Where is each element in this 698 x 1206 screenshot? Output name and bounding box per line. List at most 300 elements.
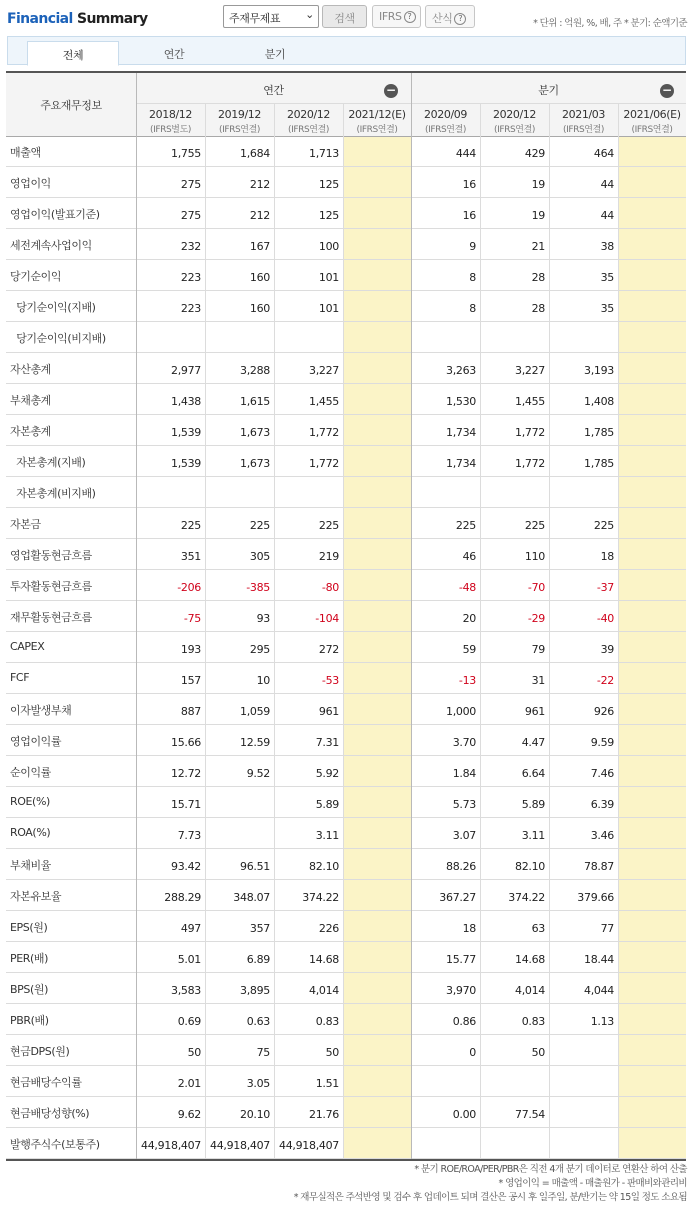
row-label: 자본금 — [10, 518, 41, 531]
table-cell: 110 — [524, 550, 545, 563]
table-cell: 225 — [455, 519, 476, 532]
divider — [480, 103, 481, 1159]
table-cell: 100 — [318, 240, 339, 253]
footnote: * 영업이익 = 매출액 - 매출원가 - 판매비와관리비 — [498, 1178, 687, 1189]
divider — [6, 724, 686, 725]
table-cell: 15.77 — [446, 953, 476, 966]
table-cell: 28 — [531, 302, 545, 315]
row-label: EPS(원) — [10, 921, 48, 934]
row-label: 순이익률 — [10, 766, 51, 779]
table-cell: 1,000 — [446, 705, 476, 718]
row-label: 자본총계(비지배) — [10, 487, 96, 500]
divider — [343, 103, 344, 1159]
divider — [274, 103, 275, 1159]
collapse-quarter-icon[interactable]: − — [661, 83, 673, 97]
table-cell: 4,014 — [309, 984, 339, 997]
divider — [6, 1034, 686, 1035]
table-cell: 225 — [593, 519, 614, 532]
table-cell: 16 — [462, 178, 476, 191]
table-cell: 44 — [600, 209, 614, 222]
table-cell: 275 — [180, 178, 201, 191]
table-cell: 1,455 — [515, 395, 545, 408]
period-basis: (IFRS연결) — [218, 125, 260, 135]
divider — [6, 352, 686, 353]
table-cell: 1,455 — [309, 395, 339, 408]
footnote: * 분기 ROE/ROA/PER/PBR은 직전 4개 분기 데이터로 연환산 하여 산출 — [414, 1164, 687, 1175]
table-cell: 8 — [469, 271, 476, 284]
table-cell: -70 — [527, 581, 545, 594]
table-cell: 44,918,407 — [279, 1139, 339, 1152]
table-cell: 19 — [531, 178, 545, 191]
table-cell: -75 — [183, 612, 201, 625]
statement-type-select[interactable] — [223, 5, 319, 28]
period-tabs — [7, 36, 686, 65]
period-header — [136, 108, 205, 135]
table-cell: 0 — [469, 1046, 476, 1059]
divider — [6, 1003, 686, 1004]
table-cell: 93.42 — [171, 860, 201, 873]
divider — [6, 476, 686, 477]
table-cell: 429 — [524, 147, 545, 160]
row-header-label: 주요재무정보 — [40, 99, 102, 112]
period-label: 2019/12 — [218, 108, 261, 121]
table-cell: 4,044 — [584, 984, 614, 997]
table-cell: 82.10 — [515, 860, 545, 873]
row-label: 부채총계 — [10, 394, 51, 407]
table-cell: 275 — [180, 209, 201, 222]
table-cell: -37 — [596, 581, 614, 594]
table-cell: 12.72 — [171, 767, 201, 780]
table-cell: 96.51 — [240, 860, 270, 873]
divider — [618, 103, 619, 1159]
table-cell: 3.05 — [246, 1077, 270, 1090]
table-cell: 1.51 — [315, 1077, 339, 1090]
divider — [6, 600, 686, 601]
divider — [6, 1158, 686, 1159]
table-cell: 6.39 — [590, 798, 614, 811]
table-cell: 379.66 — [577, 891, 614, 904]
table-cell: 78.87 — [584, 860, 614, 873]
table-cell: 2.01 — [177, 1077, 201, 1090]
table-cell: 101 — [318, 302, 339, 315]
table-cell: 357 — [249, 922, 270, 935]
table-cell: 1,059 — [240, 705, 270, 718]
table-cell: 0.63 — [246, 1015, 270, 1028]
row-label: 이자발생부채 — [10, 704, 72, 717]
table-cell: 1.84 — [452, 767, 476, 780]
table-cell: 1,530 — [446, 395, 476, 408]
row-label: 현금배당수익률 — [10, 1076, 82, 1089]
table-cell: -48 — [458, 581, 476, 594]
formula-label: 산식 — [432, 12, 453, 25]
table-cell: 9 — [469, 240, 476, 253]
period-label: 2020/09 — [424, 108, 467, 121]
help-icon: ? — [404, 11, 416, 23]
table-cell: 16 — [462, 209, 476, 222]
period-label: 2018/12 — [149, 108, 192, 121]
divider — [6, 136, 686, 137]
table-cell: 77.54 — [515, 1108, 545, 1121]
table-cell: 232 — [180, 240, 201, 253]
divider — [6, 445, 686, 446]
period-header — [549, 108, 618, 135]
table-cell: 1,615 — [240, 395, 270, 408]
table-cell: 93 — [256, 612, 270, 625]
row-label: 영업이익 — [10, 177, 51, 190]
row-label: CAPEX — [10, 640, 45, 653]
table-cell: 20 — [462, 612, 476, 625]
period-basis: (IFRS연결) — [287, 125, 329, 135]
period-header — [205, 108, 274, 135]
divider — [6, 631, 686, 632]
period-label: 2020/12 — [493, 108, 536, 121]
table-cell: 14.68 — [309, 953, 339, 966]
table-cell: 15.66 — [171, 736, 201, 749]
row-label: 세전계속사업이익 — [10, 239, 92, 252]
divider — [6, 383, 686, 384]
table-cell: -385 — [246, 581, 270, 594]
table-cell: 1,772 — [515, 457, 545, 470]
group-quarter: 분기 — [538, 84, 559, 97]
search-button[interactable]: 검색 — [322, 5, 367, 28]
table-cell: 3,193 — [584, 364, 614, 377]
table-cell: 225 — [180, 519, 201, 532]
table-cell: 8 — [469, 302, 476, 315]
table-cell: 5.89 — [521, 798, 545, 811]
table-cell: 1,684 — [240, 147, 270, 160]
divider — [6, 290, 686, 291]
divider — [6, 941, 686, 942]
financial-summary-table — [6, 71, 686, 1161]
table-cell: 1,772 — [515, 426, 545, 439]
footnote: * 재무실적은 주석반영 및 검수 후 업데이트 되며 결산은 공시 후 일주일, 분/반기는 약 15일 정도 소요됨 — [293, 1192, 687, 1203]
group-annual: 연간 — [263, 84, 284, 97]
table-cell: 348.07 — [233, 891, 270, 904]
period-header — [274, 108, 343, 135]
period-header — [411, 108, 480, 135]
divider — [6, 1065, 686, 1066]
table-cell: 77 — [600, 922, 614, 935]
table-cell: 4.47 — [521, 736, 545, 749]
page-title — [7, 11, 147, 27]
table-cell: 1,673 — [240, 426, 270, 439]
table-cell: 1,539 — [171, 457, 201, 470]
table-cell: 1,713 — [309, 147, 339, 160]
row-label: ROE(%) — [10, 795, 50, 808]
table-cell: 464 — [593, 147, 614, 160]
table-cell: 21.76 — [309, 1108, 339, 1121]
table-cell: 193 — [180, 643, 201, 656]
table-cell: -22 — [596, 674, 614, 687]
divider — [6, 972, 686, 973]
table-cell: 3.07 — [452, 829, 476, 842]
table-cell: 5.01 — [177, 953, 201, 966]
row-label: BPS(원) — [10, 983, 48, 996]
table-cell: 63 — [531, 922, 545, 935]
row-label: 자본총계(지배) — [10, 456, 86, 469]
divider — [6, 879, 686, 880]
row-label: ROA(%) — [10, 826, 51, 839]
table-cell: 21 — [531, 240, 545, 253]
divider — [6, 507, 686, 508]
table-cell: 35 — [600, 302, 614, 315]
table-cell: 3,970 — [446, 984, 476, 997]
table-cell: 14.68 — [515, 953, 545, 966]
table-cell: 272 — [318, 643, 339, 656]
table-cell: 1,772 — [309, 426, 339, 439]
ifrs-help-button[interactable] — [372, 5, 421, 28]
table-cell: 3.11 — [521, 829, 545, 842]
table-cell: 288.29 — [164, 891, 201, 904]
table-cell: 18 — [600, 550, 614, 563]
table-cell: 5.89 — [315, 798, 339, 811]
title-part-financial: Financial — [7, 11, 73, 27]
table-cell: 18.44 — [584, 953, 614, 966]
table-cell: 50 — [325, 1046, 339, 1059]
table-cell: 295 — [249, 643, 270, 656]
table-cell: -80 — [321, 581, 339, 594]
table-cell: 305 — [249, 550, 270, 563]
row-label: 발행주식수(보통주) — [10, 1138, 100, 1151]
divider — [549, 103, 550, 1159]
table-cell: 1,408 — [584, 395, 614, 408]
divider — [6, 662, 686, 663]
row-label: PBR(배) — [10, 1014, 49, 1027]
table-cell: 3.70 — [452, 736, 476, 749]
period-basis: (IFRS연결) — [493, 125, 535, 135]
table-cell: 44,918,407 — [210, 1139, 270, 1152]
table-cell: 3,583 — [171, 984, 201, 997]
tab-all[interactable]: 전체 — [27, 41, 119, 66]
table-cell: 212 — [249, 178, 270, 191]
table-cell: 225 — [318, 519, 339, 532]
table-cell: 88.26 — [446, 860, 476, 873]
footnotes — [294, 1163, 687, 1205]
table-cell: 374.22 — [302, 891, 339, 904]
table-cell: 1,673 — [240, 457, 270, 470]
table-cell: 15.71 — [171, 798, 201, 811]
divider — [6, 1096, 686, 1097]
table-cell: 223 — [180, 302, 201, 315]
table-cell: 6.89 — [246, 953, 270, 966]
help-icon: ? — [454, 13, 466, 25]
table-cell: 1,772 — [309, 457, 339, 470]
period-basis: (IFRS연결) — [562, 125, 604, 135]
period-label: 2020/12 — [287, 108, 330, 121]
table-cell: 351 — [180, 550, 201, 563]
table-cell: 219 — [318, 550, 339, 563]
table-cell: 212 — [249, 209, 270, 222]
period-basis: (IFRS연결) — [424, 125, 466, 135]
row-label: 영업활동현금흐름 — [10, 549, 92, 562]
table-cell: 225 — [524, 519, 545, 532]
period-header — [480, 108, 549, 135]
table-cell: 28 — [531, 271, 545, 284]
table-cell: 125 — [318, 209, 339, 222]
row-label: PER(배) — [10, 952, 49, 965]
table-cell: 39 — [600, 643, 614, 656]
table-cell: 3,895 — [240, 984, 270, 997]
table-cell: 5.73 — [452, 798, 476, 811]
period-label: 2021/06(E) — [623, 108, 681, 121]
table-cell: 1.13 — [590, 1015, 614, 1028]
divider — [6, 848, 686, 849]
table-cell: 0.69 — [177, 1015, 201, 1028]
table-cell: 3,263 — [446, 364, 476, 377]
table-cell: 5.92 — [315, 767, 339, 780]
divider — [6, 693, 686, 694]
period-header — [343, 108, 411, 135]
table-cell: 9.59 — [590, 736, 614, 749]
table-cell: 79 — [531, 643, 545, 656]
table-cell: -104 — [315, 612, 339, 625]
table-cell: 1,539 — [171, 426, 201, 439]
row-label: 자산총계 — [10, 363, 51, 376]
divider — [6, 228, 686, 229]
row-label: 자본총계 — [10, 425, 51, 438]
table-cell: 160 — [249, 271, 270, 284]
divider — [6, 259, 686, 260]
row-label: 부채비율 — [10, 859, 51, 872]
table-cell: 157 — [180, 674, 201, 687]
period-basis: (IFRS별도) — [149, 125, 191, 135]
table-cell: -40 — [596, 612, 614, 625]
divider — [6, 414, 686, 415]
ifrs-label: IFRS — [379, 10, 402, 23]
table-cell: 7.73 — [177, 829, 201, 842]
divider — [6, 166, 686, 167]
table-cell: 31 — [531, 674, 545, 687]
row-label: 영업이익률 — [10, 735, 62, 748]
divider — [6, 321, 686, 322]
table-cell: 0.00 — [452, 1108, 476, 1121]
table-cell: 1,734 — [446, 426, 476, 439]
table-cell: 160 — [249, 302, 270, 315]
table-cell: 7.31 — [315, 736, 339, 749]
table-cell: 225 — [249, 519, 270, 532]
table-cell: 46 — [462, 550, 476, 563]
table-cell: 3.11 — [315, 829, 339, 842]
table-cell: 444 — [455, 147, 476, 160]
table-cell: 9.52 — [246, 767, 270, 780]
table-cell: 887 — [180, 705, 201, 718]
divider — [205, 103, 206, 1159]
table-cell: 0.83 — [315, 1015, 339, 1028]
table-cell: 0.83 — [521, 1015, 545, 1028]
divider — [6, 755, 686, 756]
table-cell: 4,014 — [515, 984, 545, 997]
table-cell: 19 — [531, 209, 545, 222]
row-label: 당기순이익 — [10, 270, 62, 283]
row-label: 현금DPS(원) — [10, 1045, 70, 1058]
table-cell: 75 — [256, 1046, 270, 1059]
table-cell: 367.27 — [439, 891, 476, 904]
table-cell: 20.10 — [240, 1108, 270, 1121]
table-cell: 44 — [600, 178, 614, 191]
table-cell: 59 — [462, 643, 476, 656]
divider — [6, 569, 686, 570]
row-label: 현금배당성향(%) — [10, 1107, 90, 1120]
tab-quarter[interactable]: 분기 — [264, 48, 286, 61]
table-cell: 3.46 — [590, 829, 614, 842]
collapse-annual-icon[interactable]: − — [385, 83, 397, 97]
table-cell: -13 — [458, 674, 476, 687]
title-part-summary: Summary — [72, 11, 148, 27]
period-basis: (IFRS연결) — [356, 125, 398, 135]
table-cell: 2,977 — [171, 364, 201, 377]
row-label: 자본유보율 — [10, 890, 62, 903]
table-cell: 961 — [524, 705, 545, 718]
divider — [6, 910, 686, 911]
table-cell: 101 — [318, 271, 339, 284]
table-cell: 125 — [318, 178, 339, 191]
table-cell: 223 — [180, 271, 201, 284]
table-cell: 3,288 — [240, 364, 270, 377]
row-label: 투자활동현금흐름 — [10, 580, 92, 593]
table-cell: 50 — [187, 1046, 201, 1059]
table-cell: 10 — [256, 674, 270, 687]
divider — [6, 538, 686, 539]
chevron-down-icon: ⌄ — [305, 8, 314, 21]
table-cell: -206 — [177, 581, 201, 594]
table-cell: 1,785 — [584, 426, 614, 439]
table-cell: 50 — [531, 1046, 545, 1059]
row-label: FCF — [10, 671, 30, 684]
table-cell: 38 — [600, 240, 614, 253]
row-label: 매출액 — [10, 146, 41, 159]
table-cell: 82.10 — [309, 860, 339, 873]
table-cell: 497 — [180, 922, 201, 935]
row-label: 당기순이익(비지배) — [10, 332, 106, 345]
table-cell: 1,438 — [171, 395, 201, 408]
table-cell: 7.46 — [590, 767, 614, 780]
table-cell: -53 — [321, 674, 339, 687]
row-label: 당기순이익(지배) — [10, 301, 96, 314]
table-cell: 35 — [600, 271, 614, 284]
tab-annual[interactable]: 연간 — [163, 48, 185, 61]
table-cell: 926 — [593, 705, 614, 718]
formula-help-button[interactable] — [425, 5, 475, 28]
table-cell: -29 — [527, 612, 545, 625]
period-label: 2021/12(E) — [348, 108, 406, 121]
divider — [6, 1127, 686, 1128]
row-label: 영업이익(발표기준) — [10, 208, 100, 221]
table-cell: 374.22 — [508, 891, 545, 904]
table-cell: 44,918,407 — [141, 1139, 201, 1152]
table-cell: 12.59 — [240, 736, 270, 749]
statement-type-value: 주재무제표 — [229, 12, 281, 25]
table-cell: 18 — [462, 922, 476, 935]
table-cell: 3,227 — [309, 364, 339, 377]
table-cell: 961 — [318, 705, 339, 718]
row-label: 재무활동현금흐름 — [10, 611, 92, 624]
divider — [6, 197, 686, 198]
unit-note: * 단위 : 억원, %, 배, 주 * 분기: 순액기준 — [533, 18, 687, 29]
table-cell: 1,785 — [584, 457, 614, 470]
table-cell: 3,227 — [515, 364, 545, 377]
table-cell: 1,734 — [446, 457, 476, 470]
period-header — [618, 108, 686, 135]
table-cell: 6.64 — [521, 767, 545, 780]
divider — [6, 817, 686, 818]
table-cell: 9.62 — [177, 1108, 201, 1121]
divider — [6, 786, 686, 787]
table-cell: 167 — [249, 240, 270, 253]
period-basis: (IFRS연결) — [631, 125, 673, 135]
table-cell: 226 — [318, 922, 339, 935]
period-label: 2021/03 — [562, 108, 605, 121]
table-cell: 0.86 — [452, 1015, 476, 1028]
